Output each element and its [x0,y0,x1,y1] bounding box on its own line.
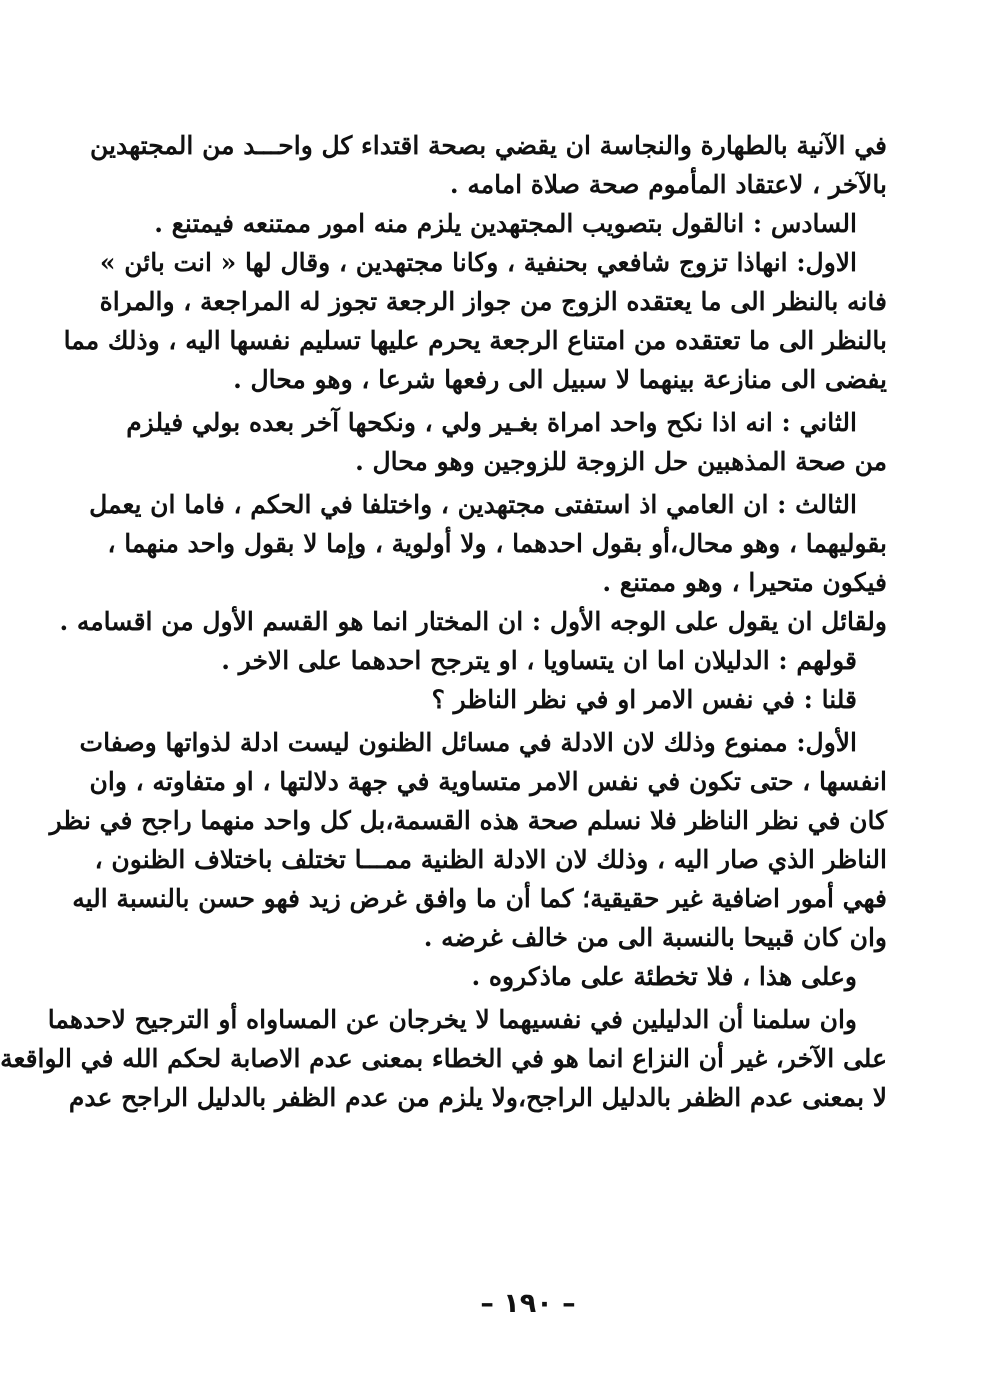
text-line: بالآخر ، لاعتقاد المأموم صحة صلاة امامه . [449,170,887,199]
text-line: بقوليهما ، وهو محال،أو بقول احدهما ، ولا أولوية ، وإما لا بقول واحد منهما ، [107,529,887,558]
text-line: الاول: انهاذا تزوج شافعي بحنفية ، وكانا مجتهدين ، وقال لها « انت بائن » [99,248,857,277]
text-line: الأول: ممنوع وذلك لان الادلة في مسائل الظنون ليست ادلة لذواتها وصفات [79,728,857,757]
text-line: لا بمعنى عدم الظفر بالدليل الراجح،ولا يلزم من عدم الظفر بالدليل الراجح عدم [68,1083,887,1112]
text-line: كان في نظر الناظر فلا نسلم صحة هذه القسمة،بل كل واحد منهما راجح في نظر [49,806,887,835]
text-line: انفسها ، حتى تكون في نفس الامر متساوية في جهة دلالتها ، او متفاوته ، وان [89,767,887,796]
text-line: فهي أمور اضافية غير حقيقية؛ كما أن ما وافق غرض زيد فهو حسن بالنسبة اليه [72,884,887,913]
text-line: بالنظر الى ما تعتقده من امتناع الرجعة يحرم عليها تسليم نفسها اليه ، وذلك مما [63,326,887,355]
body-text [0,128,887,1119]
text-line: على الآخر، غير أن النزاع انما هو في الخطاء بمعنى عدم الاصابة لحكم الله في الواقعة [0,1044,887,1073]
text-line: من صحة المذهبين حل الزوجة للزوجين وهو محال . [355,447,887,476]
text-line: وعلى هذا ، فلا تخطئة على ماذكروه . [471,962,857,991]
text-line: يفضى الى منازعة بينهما لا سبيل الى رفعها شرعا ، وهو محال . [233,365,887,394]
text-line: وان سلمنا أن الدليلين في نفسيهما لا يخرجان عن المساواه أو الترجيح لاحدهما [47,1005,857,1034]
text-line: الثالث : ان العامي اذ استفتى مجتهدين ، واختلفا في الحكم ، فاما ان يعمل [89,490,857,519]
text-line: الثاني : انه اذا نكح واحد امراة بغـير ولي ، ونكحها آخر بعده بولي فيلزم [126,408,857,437]
text-line: فانه بالنظر الى ما يعتقده الزوج من جواز الرجعة تجوز له المراجعة ، والمراة [99,287,887,316]
text-line: ولقائل ان يقول على الوجه الأول : ان المختار انما هو القسم الأول من اقسامه . [59,607,887,636]
text-line: في الآنية بالطهارة والنجاسة ان يقضي بصحة اقتداء كل واحـــد من المجتهدين [90,131,887,160]
text-line: الناظر الذي صار اليه ، وذلك لان الادلة الظنية ممـــا تختلف باختلاف الظنون ، [94,845,887,874]
text-line: السادس : انالقول بتصويب المجتهدين يلزم منه امور ممتنعه فيمتنع . [154,209,857,238]
text-line: قلنا : في نفس الامر او في نظر الناظر ؟ [431,685,857,714]
text-line: فيكون متحيرا ، وهو ممتنع . [602,568,887,597]
text-line: قولهم : الدليلان اما ان يتساويا ، او يترجح احدهما على الاخر . [221,646,857,675]
text-line: وان كان قبيحا بالنسبة الى من خالف غرضه . [423,923,887,952]
page-number: – ١٩٠ – [480,1288,576,1319]
